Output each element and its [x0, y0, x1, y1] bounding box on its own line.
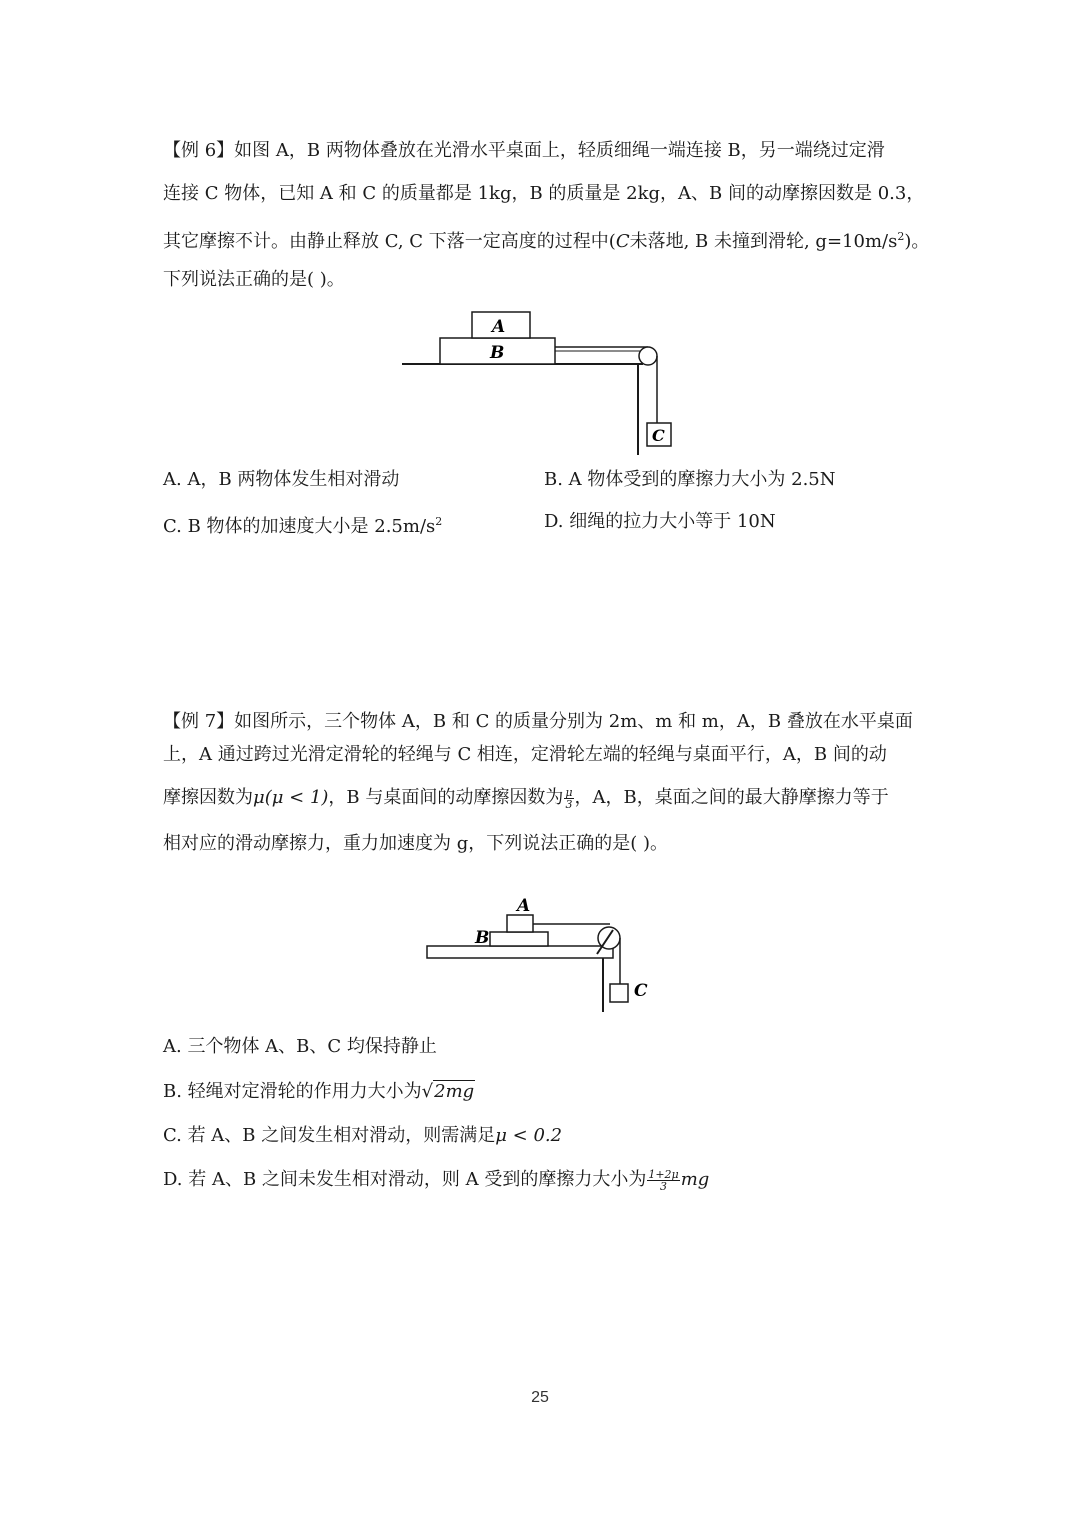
- ex7-question-line-3: 摩擦因数为μ(μ < 1)，B 与桌面间的动摩擦因数为 $\frac{\mu}{3}$ ，A，B，桌面之间的最大静摩擦力等于: [163, 785, 889, 811]
- ex6-option-a: A. A，B 两物体发生相对滑动: [163, 469, 400, 490]
- ex7-table: [427, 946, 613, 958]
- ex7-pulley: [598, 927, 620, 949]
- ex7-block-b: [490, 932, 548, 946]
- ex7-label-b: B: [475, 928, 490, 948]
- page-number: 25: [531, 1389, 549, 1406]
- ex7-diagram: [420, 888, 660, 1018]
- ex7-option-c: C. 若 A、B 之间发生相对滑动，则需满足μ < 0.2: [163, 1125, 563, 1146]
- ex7-block-c: [610, 984, 628, 1002]
- ex6-option-c: C. B 物体的加速度大小是 $2.5m/s^2$: [163, 515, 443, 537]
- ex6-pulley: [639, 347, 657, 365]
- ex6-question-line-1: 【例 6】如图 A，B 两物体叠放在光滑水平桌面上，轻质细绳一端连接 B，另一端绕过定滑: [163, 140, 885, 161]
- ex6-option-b: B. A 物体受到的摩擦力大小为 2.5N: [544, 469, 836, 490]
- ex7-question-line-4: 相对应的滑动摩擦力，重力加速度为 g，下列说法正确的是( )。: [163, 833, 669, 854]
- ex6-label-b: B: [490, 343, 505, 363]
- ex6-label-a: A: [492, 317, 506, 337]
- ex6-question-line-3: 其它摩擦不计。由静止释放 C, C 下落一定高度的过程中(C未落地, B 未撞到滑轮, $g=10m/s^2$)。: [163, 230, 930, 252]
- ex7-option-b: B. 轻绳对定滑轮的作用力大小为√2mg: [163, 1081, 475, 1102]
- ex7-question-line-1: 【例 7】如图所示，三个物体 A，B 和 C 的质量分别为 2m、m 和 m，A，B 叠放在水平桌面: [163, 711, 913, 732]
- ex7-label-c: C: [634, 981, 648, 1001]
- ex6-diagram: [395, 305, 685, 460]
- ex7-option-a: A. 三个物体 A、B、C 均保持静止: [163, 1036, 437, 1057]
- ex7-block-a: [507, 915, 533, 932]
- ex6-label-c: C: [652, 426, 665, 445]
- ex7-question-line-2: 上，A 通过跨过光滑定滑轮的轻绳与 C 相连，定滑轮左端的轻绳与桌面平行，A，B 间的动: [163, 744, 887, 765]
- ex6-question-line-2: 连接 C 物体，已知 A 和 C 的质量都是 1kg，B 的质量是 2kg，A、B 间的动摩擦因数是 0.3，: [163, 183, 925, 204]
- ex7-option-d: D. 若 A、B 之间未发生相对滑动，则 A 受到的摩擦力大小为 $\frac{1+2\mu}{3}$ mg: [163, 1167, 710, 1193]
- ex6-question-line-4: 下列说法正确的是( )。: [163, 269, 345, 290]
- ex6-option-d: D. 细绳的拉力大小等于 10N: [544, 511, 776, 532]
- ex7-label-a: A: [517, 896, 531, 916]
